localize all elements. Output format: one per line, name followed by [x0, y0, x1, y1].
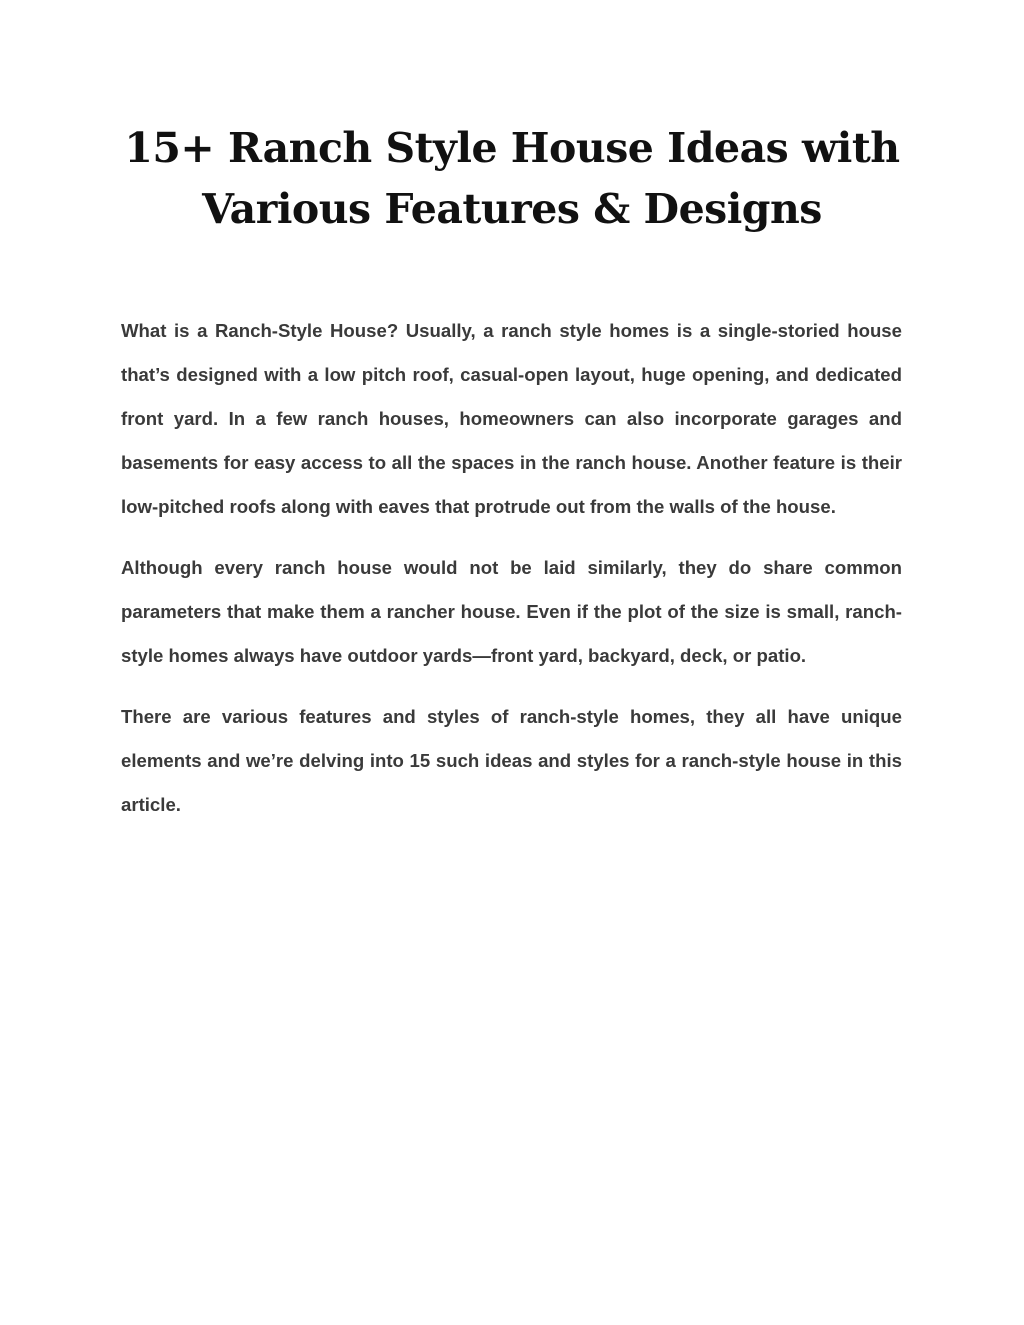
- page-title: [80, 118, 944, 240]
- paragraph-layout: Although every ranch house would not be laid similarly, they do share common parameters that make them a rancher house. Even if the plot of the size is small, ranch-style homes always have outdoor yards—front yard, backyard, deck, or patio.: [121, 557, 902, 666]
- paragraph-intro: What is a Ranch-Style House? Usually, a ranch style homes is a single-storied house that’s designed with a low pitch roof, casual-open layout, huge opening, and dedicated front yard. In a few ranch houses, homeowners can also incorporate garages and basements for easy access to all the spaces in the ranch house. Another feature is their low-pitched roofs along with eaves that protrude out from the walls of the house.: [121, 320, 902, 517]
- paragraph-styles: There are various features and styles of ranch-style homes, they all have unique elements and we’re delving into 15 such ideas and styles for a ranch-style house in this article.: [121, 706, 902, 815]
- article-body: [121, 309, 902, 844]
- title-line-1: 15+ Ranch Style House Ideas with: [124, 124, 900, 172]
- title-line-2: Various Features & Designs: [202, 185, 822, 233]
